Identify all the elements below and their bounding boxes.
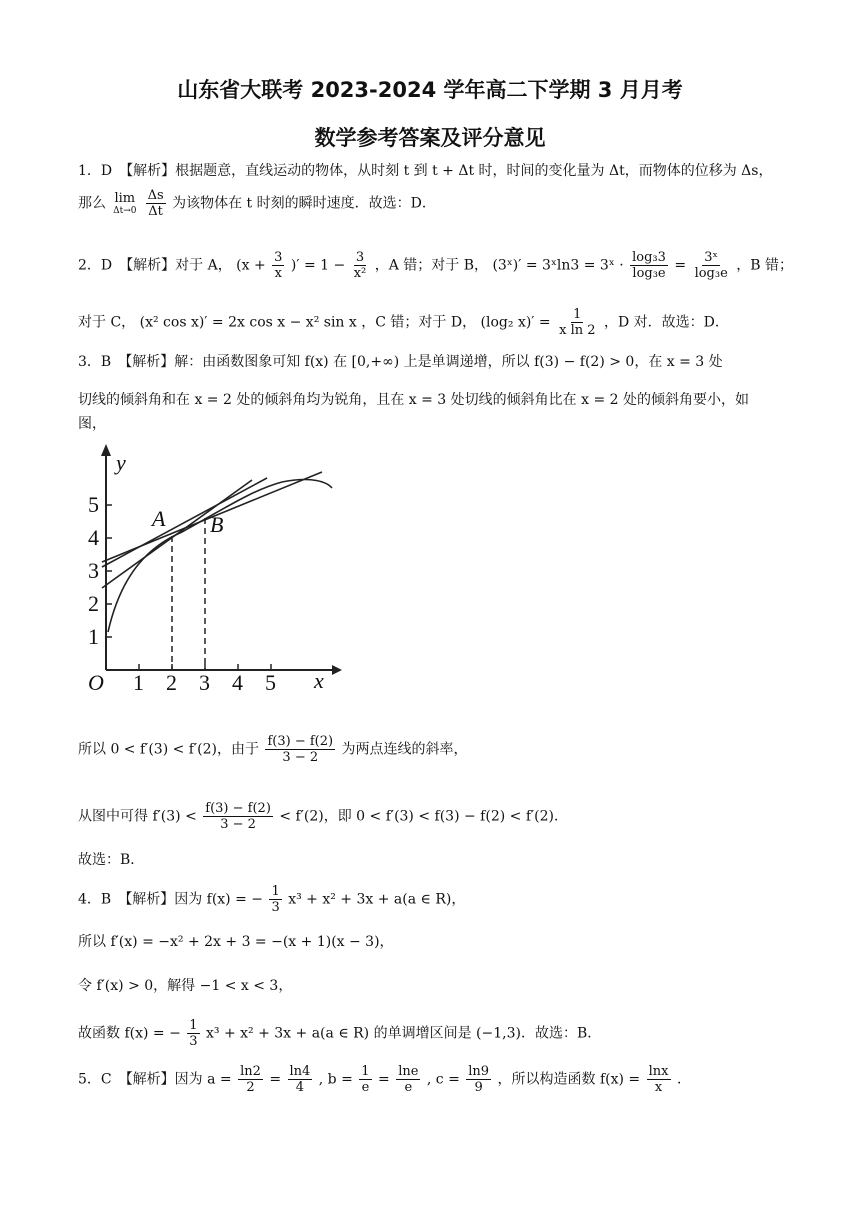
q1-fraction: $\frac{\Delta s}{\Delta t}$ [147,188,164,219]
q2-frac-b2: $\frac{\text{3ˣ}}{\text{log₃e}}$ [694,250,728,281]
secant-ab [102,478,267,567]
q5-frac-a2: $\frac{\ln 4}{4}$ [289,1064,311,1095]
graph-x-tick: 4 [232,670,243,695]
q5-frac-b1: $\frac{1}{e}$ [361,1064,370,1095]
x-axis-arrow-icon [332,665,342,675]
q3-after-line1: 所以 0 < f′(3) < f′(2)，由于 $\frac{f(3) - f(2)}{3 - 2}$ 为两点连线的斜率， [78,734,468,765]
y-axis-arrow-icon [101,444,111,456]
q3-slope-fraction-2: $\frac{f(3) - f(2)}{3 - 2}$ [205,801,271,832]
q3-line1: 3．B 【解析】解：由函数图象可知 f(x) 在 [0,+∞) 上是单调递增，所以 f(3) − f(2) > 0，在 x = 3 处 [78,354,723,370]
q2-line1: 2．D 【解析】对于 A， (x + $\frac{3}{x}$ )′ = 1 − $\frac{3}{\text{x²}}$ ，A 错；对于 B， (3ˣ)′ = 3ˣln3 = 3ˣ · $\frac{\text{log₃3}}{\text{log₃e}}$ = $\frac{\text{3ˣ}}{\text{log₃e}}$ ，B 错； [78,250,793,281]
q5-frac-b2: $\frac{\ln e}{e}$ [398,1064,419,1095]
graph-point-a-label: A [152,506,166,531]
q1-line2-pre: 那么 [78,195,106,212]
graph-y-tick: 5 [88,492,99,517]
q2-frac-d: $\frac{1}{\text{x ln 2}}$ [559,307,596,338]
graph-y-tick: 3 [88,558,99,583]
q5-frac-a1: $\frac{\ln 2}{2}$ [240,1064,261,1095]
q5-frac-c: $\frac{\ln 9}{9}$ [468,1064,490,1095]
q4-line2: 所以 f′(x) = −x² + 2x + 3 = −(x + 1)(x − 3)， [78,934,394,950]
q3-after-line3: 故选：B． [78,852,145,868]
page-subtitle: 数学参考答案及评分意见 [314,126,546,150]
graph-origin-label: O [88,670,104,695]
graph-y-tick: 4 [88,525,99,550]
graph-y-tick: 2 [88,591,99,616]
q2-frac-a2: $\frac{3}{\text{x²}}$ [353,250,367,281]
q4-frac-2: $\frac{1}{3}$ [189,1018,198,1049]
q4-line3: 令 f′(x) > 0，解得 −1 < x < 3， [78,978,293,994]
graph-point-b-label: B [210,512,224,537]
q3-function-graph [82,440,342,700]
graph-x-tick: 1 [133,670,144,695]
graph-y-tick: 1 [88,624,99,649]
q1-line2 [78,188,790,219]
q2-frac-a1: $\frac{3}{x}$ [274,250,283,281]
graph-x-tick: 3 [199,670,210,695]
graph-x-tick: 2 [166,670,177,695]
q4-frac-1: $\frac{1}{3}$ [271,884,280,915]
tangent-at-a [102,480,252,588]
q3-line2: 切线的倾斜角和在 x = 2 处的倾斜角均为锐角，且在 x = 3 处切线的倾斜角比在 x = 2 处的倾斜角要小，如 [78,392,749,408]
q2-frac-b1: $\frac{\text{log₃3}}{\text{log₃e}}$ [632,250,666,281]
q3-slope-fraction: $\frac{f(3) - f(2)}{3 - 2}$ [267,734,334,765]
q5-frac-f: $\frac{\ln x}{x}$ [648,1064,669,1095]
graph-x-label: x [314,668,324,693]
page-title: 山东省大联考 2023-2024 学年高二下学期 3 月月考 [177,78,683,102]
q1-line2-post: 为该物体在 t 时刻的瞬时速度．故选：D． [172,195,436,212]
q3-after-line2: 从图中可得 f′(3) < $\frac{f(3) - f(2)}{3 - 2}$ < f′(2)，即 0 < f′(3) < f(3) − f(2) < f′(2)． [78,801,569,832]
q5-line1: 5．C 【解析】因为 a = $\frac{\ln 2}{2}$ = $\frac{\ln 4}{4}$ , b = $\frac{1}{e}$ = $\frac{\ln e}{e}$ , c = $\frac{\ln 9}{9}$ ，所以构造函数 f(x) = $\frac{\ln x}{x}$ ． [78,1064,691,1095]
q1-limit: lim Δt→0 [113,191,137,216]
q4-line4: 故函数 f(x) = − $\frac{1}{3}$ x³ + x² + 3x + a(a ∈ R) 的单调增区间是 (−1,3)．故选：B． [78,1018,602,1049]
q2-line2: 对于 C， (x² cos x)′ = 2x cos x − x² sin x ，C 错；对于 D， (log₂ x)′ = $\frac{1}{\text{x ln 2}}$ ，D 对．故选：D． [78,307,729,338]
graph-x-tick: 5 [265,670,276,695]
q4-line1: 4．B 【解析】因为 f(x) = − $\frac{1}{3}$ x³ + x² + 3x + a(a ∈ R)， [78,884,466,915]
q1-line1: 1．D 【解析】根据题意，直线运动的物体，从时刻 t 到 t + Δt 时，时间的变化量为 Δt，而物体的位移为 Δs， [78,163,773,179]
q3-line3: 图， [78,416,106,432]
graph-y-label: y [116,450,126,475]
